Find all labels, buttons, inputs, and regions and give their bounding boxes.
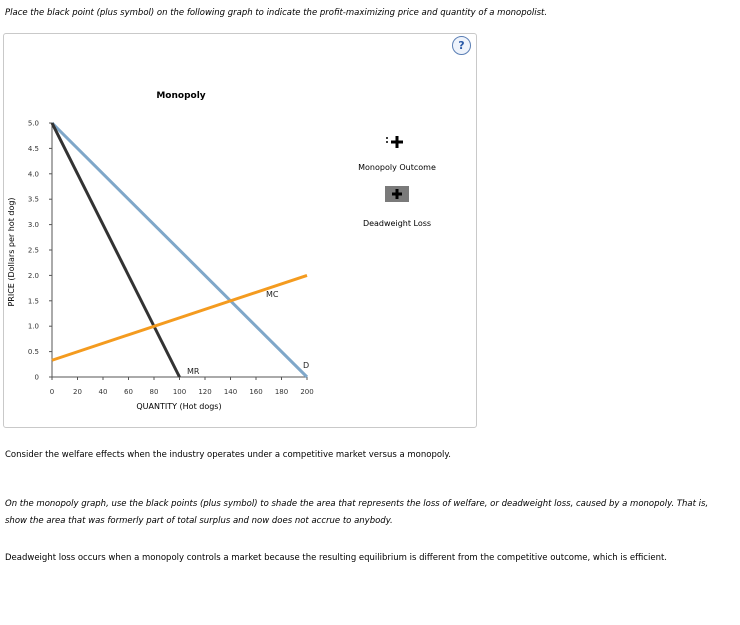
y-tick-label: 2.0	[27, 271, 39, 280]
x-tick-label: 40	[98, 388, 108, 396]
x-tick-label: 180	[274, 388, 289, 396]
y-tick-label: 3.0	[27, 221, 39, 230]
x-tick-label: 0	[49, 388, 55, 396]
y-tick-label: 0.5	[27, 348, 39, 357]
y-tick-label: 1.5	[27, 297, 39, 306]
marginal-cost-line	[52, 275, 307, 360]
help-button[interactable]: ?	[452, 36, 471, 55]
plus-icon[interactable]	[386, 136, 403, 148]
mc-label: MC	[266, 290, 279, 299]
demand-label: D	[303, 361, 310, 370]
y-tick-label: 1.0	[27, 322, 39, 331]
deadweight-instructions: On the monopoly graph, use the black points (plus symbol) to shade the area that represents the loss of welfare, or deadweight loss, caused by a monopoly. That is, show the area that was formerly part of total surplus and now does not accrue to anybody.	[5, 499, 709, 526]
y-axis-label: PRICE (Dollars per hot dog)	[7, 197, 16, 307]
deadweight-loss-tool[interactable]	[363, 186, 431, 228]
x-axis-label: QUANTITY (Hot dogs)	[136, 402, 222, 411]
y-tick-label: 4.5	[27, 144, 39, 153]
x-tick-label: 100	[172, 388, 187, 396]
deadweight-loss-label: Deadweight Loss	[362, 219, 432, 228]
y-tick-label: 4.0	[27, 170, 39, 179]
x-tick-label: 60	[124, 388, 133, 396]
y-tick-label: 3.5	[27, 195, 39, 204]
monopoly-outcome-tool[interactable]	[358, 136, 436, 172]
demand-line	[52, 123, 310, 377]
deadweight-explanation: Deadweight loss occurs when a monopoly controls a market because the resulting equilibrium is different from the competitive outcome, which is efficient.	[5, 553, 667, 563]
x-tick-label: 200	[300, 388, 314, 396]
y-tick-label: 0	[34, 373, 39, 382]
chart-title: Monopoly	[156, 91, 206, 101]
x-tick-label: 120	[198, 388, 212, 396]
y-tick-label: 2.5	[27, 246, 39, 255]
mr-label: MR	[187, 367, 200, 376]
monopoly-outcome-label: Monopoly Outcome	[358, 163, 436, 172]
x-tick-label: 160	[249, 388, 263, 396]
x-tick-label: 140	[223, 388, 238, 396]
x-tick-label: 80	[149, 388, 159, 396]
consider-text: Consider the welfare effects when the industry operates under a competitive market versus a monopoly.	[5, 450, 451, 460]
y-tick-label: 5.0	[27, 119, 39, 128]
x-tick-label: 20	[73, 388, 82, 396]
instructions-top: Place the black point (plus symbol) on the following graph to indicate the profit-maximizing price and quantity of a monopolist.	[5, 8, 548, 18]
